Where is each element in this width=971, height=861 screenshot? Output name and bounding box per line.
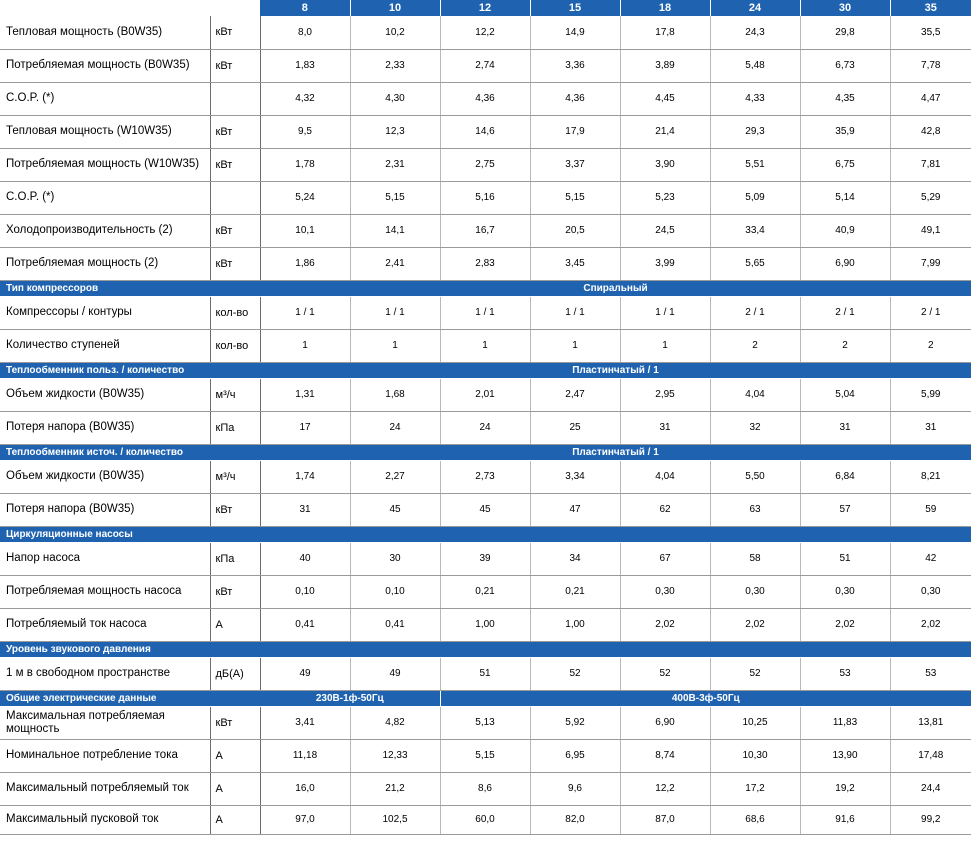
- value-cell: 5,15: [530, 181, 620, 214]
- parameter-label: 1 м в свободном пространстве: [0, 657, 210, 690]
- section-value: [260, 526, 971, 542]
- unit-cell: кВт: [210, 575, 260, 608]
- value-cell: 33,4: [710, 214, 800, 247]
- value-cell: 0,30: [620, 575, 710, 608]
- model-size-header: 24: [710, 0, 800, 16]
- value-cell: 52: [710, 657, 800, 690]
- value-cell: 49: [350, 657, 440, 690]
- value-cell: 2: [710, 329, 800, 362]
- unit-cell: кол-во: [210, 329, 260, 362]
- value-cell: 10,2: [350, 16, 440, 49]
- unit-cell: [210, 181, 260, 214]
- section-value-three-phase: 400В-3ф-50Гц: [440, 690, 971, 706]
- spec-row: [0, 739, 971, 772]
- value-cell: 8,74: [620, 739, 710, 772]
- section-title: Циркуляционные насосы: [0, 526, 260, 542]
- value-cell: 34: [530, 542, 620, 575]
- value-cell: 1,00: [440, 608, 530, 641]
- value-cell: 3,99: [620, 247, 710, 280]
- section-title: Общие электрические данные: [0, 690, 260, 706]
- unit-cell: A: [210, 608, 260, 641]
- value-cell: 13,90: [800, 739, 890, 772]
- value-cell: 7,81: [890, 148, 971, 181]
- parameter-label: Потребляемая мощность (W10W35): [0, 148, 210, 181]
- spec-row: [0, 805, 971, 834]
- spec-row: [0, 181, 971, 214]
- parameter-label: Тепловая мощность (W10W35): [0, 115, 210, 148]
- section-title: Теплообменник источ. / количество: [0, 444, 260, 460]
- value-cell: 19,2: [800, 772, 890, 805]
- value-cell: 16,0: [260, 772, 350, 805]
- spec-row: [0, 411, 971, 444]
- parameter-label: Объем жидкости (B0W35): [0, 460, 210, 493]
- parameter-label: Потребляемая мощность насоса: [0, 575, 210, 608]
- value-cell: 5,24: [260, 181, 350, 214]
- value-cell: 3,36: [530, 49, 620, 82]
- value-cell: 17,48: [890, 739, 971, 772]
- value-cell: 53: [890, 657, 971, 690]
- value-cell: 11,83: [800, 706, 890, 739]
- value-cell: 1: [260, 329, 350, 362]
- value-cell: 1: [350, 329, 440, 362]
- value-cell: 1: [620, 329, 710, 362]
- value-cell: 5,13: [440, 706, 530, 739]
- value-cell: 8,6: [440, 772, 530, 805]
- value-cell: 24: [440, 411, 530, 444]
- spec-row: [0, 296, 971, 329]
- value-cell: 2,02: [620, 608, 710, 641]
- spec-row: [0, 378, 971, 411]
- value-cell: 17,2: [710, 772, 800, 805]
- value-cell: 99,2: [890, 805, 971, 834]
- value-cell: 1,31: [260, 378, 350, 411]
- header-blank: [210, 0, 260, 16]
- value-cell: 4,47: [890, 82, 971, 115]
- value-cell: 91,6: [800, 805, 890, 834]
- value-cell: 0,30: [710, 575, 800, 608]
- unit-cell: кВт: [210, 115, 260, 148]
- parameter-label: Потеря напора (B0W35): [0, 411, 210, 444]
- value-cell: 14,1: [350, 214, 440, 247]
- value-cell: 31: [800, 411, 890, 444]
- value-cell: 0,41: [260, 608, 350, 641]
- model-size-header: 35: [890, 0, 971, 16]
- parameter-label: Потребляемая мощность (B0W35): [0, 49, 210, 82]
- value-cell: 52: [620, 657, 710, 690]
- value-cell: 42: [890, 542, 971, 575]
- value-cell: 6,75: [800, 148, 890, 181]
- value-cell: 17: [260, 411, 350, 444]
- value-cell: 5,65: [710, 247, 800, 280]
- value-cell: 4,30: [350, 82, 440, 115]
- spec-row: [0, 247, 971, 280]
- unit-cell: кВт: [210, 49, 260, 82]
- spec-row: [0, 575, 971, 608]
- parameter-label: Максимальный потребляемый ток: [0, 772, 210, 805]
- value-cell: 0,30: [800, 575, 890, 608]
- spec-row: [0, 657, 971, 690]
- parameter-label: Максимальная потребляемая мощность: [0, 706, 210, 739]
- spec-row: [0, 542, 971, 575]
- value-cell: 2,75: [440, 148, 530, 181]
- unit-cell: [210, 82, 260, 115]
- value-cell: 8,21: [890, 460, 971, 493]
- value-cell: 42,8: [890, 115, 971, 148]
- unit-cell: дБ(А): [210, 657, 260, 690]
- value-cell: 5,16: [440, 181, 530, 214]
- value-cell: 3,37: [530, 148, 620, 181]
- value-cell: 1 / 1: [350, 296, 440, 329]
- parameter-label: Потребляемый ток насоса: [0, 608, 210, 641]
- value-cell: 2,74: [440, 49, 530, 82]
- value-cell: 17,8: [620, 16, 710, 49]
- value-cell: 20,5: [530, 214, 620, 247]
- section-header-row: [0, 280, 971, 296]
- unit-cell: м³/ч: [210, 378, 260, 411]
- parameter-label: Объем жидкости (B0W35): [0, 378, 210, 411]
- parameter-label: Максимальный пусковой ток: [0, 805, 210, 834]
- value-cell: 5,51: [710, 148, 800, 181]
- section-title: Уровень звукового давления: [0, 641, 260, 657]
- spec-row: [0, 82, 971, 115]
- unit-cell: кВт: [210, 493, 260, 526]
- value-cell: 2,01: [440, 378, 530, 411]
- section-value: Пластинчатый / 1: [260, 444, 971, 460]
- value-cell: 4,82: [350, 706, 440, 739]
- value-cell: 40: [260, 542, 350, 575]
- value-cell: 40,9: [800, 214, 890, 247]
- value-cell: 5,92: [530, 706, 620, 739]
- parameter-label: Потеря напора (B0W35): [0, 493, 210, 526]
- value-cell: 8,0: [260, 16, 350, 49]
- value-cell: 4,35: [800, 82, 890, 115]
- value-cell: 3,41: [260, 706, 350, 739]
- value-cell: 97,0: [260, 805, 350, 834]
- value-cell: 49,1: [890, 214, 971, 247]
- header-blank: [0, 0, 210, 16]
- value-cell: 2,02: [890, 608, 971, 641]
- unit-cell: кПа: [210, 542, 260, 575]
- unit-cell: кВт: [210, 16, 260, 49]
- value-cell: 24,5: [620, 214, 710, 247]
- value-cell: 6,90: [800, 247, 890, 280]
- value-cell: 12,2: [440, 16, 530, 49]
- unit-cell: кПа: [210, 411, 260, 444]
- value-cell: 1,00: [530, 608, 620, 641]
- value-cell: 87,0: [620, 805, 710, 834]
- value-cell: 4,32: [260, 82, 350, 115]
- value-cell: 39: [440, 542, 530, 575]
- value-cell: 5,23: [620, 181, 710, 214]
- value-cell: 3,34: [530, 460, 620, 493]
- value-cell: 2 / 1: [800, 296, 890, 329]
- value-cell: 58: [710, 542, 800, 575]
- value-cell: 6,90: [620, 706, 710, 739]
- parameter-label: C.O.P. (*): [0, 82, 210, 115]
- spec-row: [0, 49, 971, 82]
- unit-cell: м³/ч: [210, 460, 260, 493]
- spec-row: [0, 115, 971, 148]
- value-cell: 2: [890, 329, 971, 362]
- value-cell: 10,25: [710, 706, 800, 739]
- value-cell: 31: [620, 411, 710, 444]
- section-value: [260, 641, 971, 657]
- spec-row: [0, 706, 971, 739]
- value-cell: 3,45: [530, 247, 620, 280]
- section-header-row: [0, 690, 971, 706]
- unit-cell: кВт: [210, 214, 260, 247]
- section-title: Тип компрессоров: [0, 280, 260, 296]
- spec-row: [0, 608, 971, 641]
- value-cell: 2 / 1: [890, 296, 971, 329]
- unit-cell: кВт: [210, 247, 260, 280]
- unit-cell: A: [210, 805, 260, 834]
- value-cell: 17,9: [530, 115, 620, 148]
- value-cell: 29,3: [710, 115, 800, 148]
- value-cell: 82,0: [530, 805, 620, 834]
- section-header-row: [0, 444, 971, 460]
- value-cell: 0,10: [260, 575, 350, 608]
- value-cell: 5,99: [890, 378, 971, 411]
- value-cell: 5,50: [710, 460, 800, 493]
- value-cell: 35,5: [890, 16, 971, 49]
- value-cell: 1,83: [260, 49, 350, 82]
- value-cell: 2 / 1: [710, 296, 800, 329]
- value-cell: 9,6: [530, 772, 620, 805]
- value-cell: 0,21: [530, 575, 620, 608]
- value-cell: 7,78: [890, 49, 971, 82]
- value-cell: 9,5: [260, 115, 350, 148]
- value-cell: 0,21: [440, 575, 530, 608]
- section-header-row: [0, 362, 971, 378]
- value-cell: 31: [260, 493, 350, 526]
- model-size-header: 10: [350, 0, 440, 16]
- value-cell: 13,81: [890, 706, 971, 739]
- value-cell: 12,2: [620, 772, 710, 805]
- value-cell: 4,33: [710, 82, 800, 115]
- unit-cell: кВт: [210, 706, 260, 739]
- value-cell: 6,95: [530, 739, 620, 772]
- value-cell: 1 / 1: [440, 296, 530, 329]
- spec-row: [0, 460, 971, 493]
- value-cell: 2,02: [710, 608, 800, 641]
- section-header-row: [0, 641, 971, 657]
- value-cell: 5,15: [350, 181, 440, 214]
- value-cell: 0,30: [890, 575, 971, 608]
- unit-cell: кол-во: [210, 296, 260, 329]
- value-cell: 3,89: [620, 49, 710, 82]
- value-cell: 53: [800, 657, 890, 690]
- value-cell: 67: [620, 542, 710, 575]
- value-cell: 2,02: [800, 608, 890, 641]
- parameter-label: Компрессоры / контуры: [0, 296, 210, 329]
- unit-cell: кВт: [210, 148, 260, 181]
- value-cell: 5,29: [890, 181, 971, 214]
- spec-row: [0, 214, 971, 247]
- value-cell: 57: [800, 493, 890, 526]
- parameter-label: Номинальное потребление тока: [0, 739, 210, 772]
- value-cell: 68,6: [710, 805, 800, 834]
- value-cell: 62: [620, 493, 710, 526]
- value-cell: 1,74: [260, 460, 350, 493]
- value-cell: 2,73: [440, 460, 530, 493]
- value-cell: 2,47: [530, 378, 620, 411]
- value-cell: 49: [260, 657, 350, 690]
- value-cell: 3,90: [620, 148, 710, 181]
- model-size-header: 18: [620, 0, 710, 16]
- value-cell: 2,41: [350, 247, 440, 280]
- value-cell: 21,4: [620, 115, 710, 148]
- value-cell: 14,6: [440, 115, 530, 148]
- value-cell: 51: [800, 542, 890, 575]
- model-size-header: 8: [260, 0, 350, 16]
- value-cell: 35,9: [800, 115, 890, 148]
- value-cell: 29,8: [800, 16, 890, 49]
- value-cell: 21,2: [350, 772, 440, 805]
- parameter-label: C.O.P. (*): [0, 181, 210, 214]
- value-cell: 47: [530, 493, 620, 526]
- value-cell: 14,9: [530, 16, 620, 49]
- unit-cell: A: [210, 739, 260, 772]
- value-cell: 31: [890, 411, 971, 444]
- value-cell: 12,33: [350, 739, 440, 772]
- spec-row: [0, 772, 971, 805]
- value-cell: 4,04: [620, 460, 710, 493]
- parameter-label: Тепловая мощность (B0W35): [0, 16, 210, 49]
- model-size-header: 30: [800, 0, 890, 16]
- value-cell: 2: [800, 329, 890, 362]
- model-size-header: 15: [530, 0, 620, 16]
- value-cell: 4,45: [620, 82, 710, 115]
- parameter-label: Холодопроизводительность (2): [0, 214, 210, 247]
- value-cell: 1: [530, 329, 620, 362]
- value-cell: 6,73: [800, 49, 890, 82]
- value-cell: 7,99: [890, 247, 971, 280]
- value-cell: 0,41: [350, 608, 440, 641]
- model-size-header: 12: [440, 0, 530, 16]
- spec-row: [0, 493, 971, 526]
- value-cell: 60,0: [440, 805, 530, 834]
- section-value: Пластинчатый / 1: [260, 362, 971, 378]
- parameter-label: Напор насоса: [0, 542, 210, 575]
- spec-row: [0, 329, 971, 362]
- value-cell: 25: [530, 411, 620, 444]
- value-cell: 5,09: [710, 181, 800, 214]
- value-cell: 51: [440, 657, 530, 690]
- value-cell: 24: [350, 411, 440, 444]
- section-value-single-phase: 230В-1ф-50Гц: [260, 690, 440, 706]
- section-title: Теплообменник польз. / количество: [0, 362, 260, 378]
- value-cell: 4,36: [530, 82, 620, 115]
- spec-row: [0, 16, 971, 49]
- value-cell: 1,86: [260, 247, 350, 280]
- value-cell: 1,68: [350, 378, 440, 411]
- section-header-row: [0, 526, 971, 542]
- value-cell: 12,3: [350, 115, 440, 148]
- value-cell: 0,10: [350, 575, 440, 608]
- value-cell: 2,83: [440, 247, 530, 280]
- section-value: Спиральный: [260, 280, 971, 296]
- value-cell: 24,3: [710, 16, 800, 49]
- value-cell: 2,31: [350, 148, 440, 181]
- value-cell: 45: [350, 493, 440, 526]
- value-cell: 6,84: [800, 460, 890, 493]
- value-cell: 1 / 1: [260, 296, 350, 329]
- value-cell: 2,95: [620, 378, 710, 411]
- value-cell: 59: [890, 493, 971, 526]
- value-cell: 24,4: [890, 772, 971, 805]
- header-row: [0, 0, 971, 16]
- value-cell: 5,14: [800, 181, 890, 214]
- parameter-label: Количество ступеней: [0, 329, 210, 362]
- unit-cell: A: [210, 772, 260, 805]
- value-cell: 102,5: [350, 805, 440, 834]
- value-cell: 11,18: [260, 739, 350, 772]
- spec-row: [0, 148, 971, 181]
- value-cell: 10,30: [710, 739, 800, 772]
- value-cell: 1 / 1: [620, 296, 710, 329]
- parameter-label: Потребляемая мощность (2): [0, 247, 210, 280]
- value-cell: 32: [710, 411, 800, 444]
- value-cell: 63: [710, 493, 800, 526]
- value-cell: 5,15: [440, 739, 530, 772]
- value-cell: 30: [350, 542, 440, 575]
- value-cell: 10,1: [260, 214, 350, 247]
- value-cell: 45: [440, 493, 530, 526]
- value-cell: 16,7: [440, 214, 530, 247]
- value-cell: 1 / 1: [530, 296, 620, 329]
- value-cell: 4,04: [710, 378, 800, 411]
- value-cell: 52: [530, 657, 620, 690]
- value-cell: 4,36: [440, 82, 530, 115]
- value-cell: 1,78: [260, 148, 350, 181]
- value-cell: 5,48: [710, 49, 800, 82]
- value-cell: 1: [440, 329, 530, 362]
- value-cell: 5,04: [800, 378, 890, 411]
- value-cell: 2,33: [350, 49, 440, 82]
- value-cell: 2,27: [350, 460, 440, 493]
